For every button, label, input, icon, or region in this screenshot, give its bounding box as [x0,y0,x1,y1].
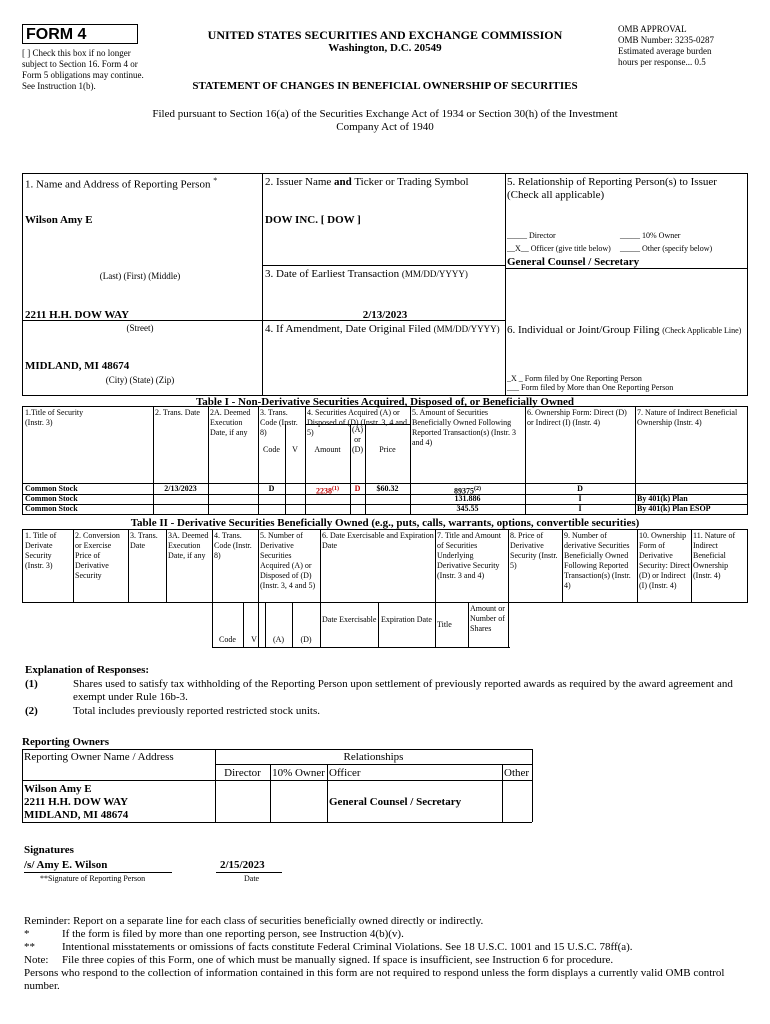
statement-title: STATEMENT OF CHANGES IN BENEFICIAL OWNERSHIP OF SECURITIES [192,80,578,92]
form-title-box [22,24,138,44]
footnote-double-star-mark: ** [24,941,35,953]
t1-row-amount: 2238$^{(1)}$ [316,486,339,496]
city-label: (City) (State) (Zip) [105,375,175,385]
t2-header-underlying: 7. Title and Amount of Securities Underlying Derivative Security (Instr. 3 and 4) [437,531,502,580]
relationship-director: _____ Director [507,231,556,240]
agency-location: Washington, D.C. 20549 [328,42,442,54]
filing-option-one: _X _ Form filed by One Reporting Person [507,374,642,383]
explanation-heading: Explanation of Responses: [25,664,150,676]
t1-row-form: I [578,504,582,513]
signer: /s/ Amy E. Wilson [24,859,108,871]
owners-col-other: Other [504,767,530,779]
signature-label: **Signature of Reporting Person [40,874,146,883]
t1-row-owned: 89375$^{(2)}$ [454,486,481,496]
box2-label: 2. Issuer Name and Ticker or Trading Symbol [265,176,469,188]
owners-col-officer: Officer [329,767,361,779]
t2-header-nature: 11. Nature of Indirect Beneficial Ownership (Instr. 4) [693,531,736,580]
reporting-person-city: MIDLAND, MI 48674 [25,360,130,372]
box5-label: 5. Relationship of Reporting Person(s) to Issuer (Check all applicable) [507,176,717,201]
t1-sub-code: Code [263,445,280,454]
omb-line2: OMB Number: 3235-0287 [618,35,714,45]
t2-header-date: 3. Trans. Date [130,531,158,550]
t1-sub-v: V [292,445,298,454]
t1-sub-ad: (A) or (D) [351,425,364,454]
t1-row-owned: 345.55 [456,504,479,513]
footnote-star: If the form is filed by more than one reporting person, see Instruction 4(b)(v). [62,928,404,940]
reporting-person-name: Wilson Amy E [25,214,93,226]
street-label: (Street) [126,323,154,333]
filing-option-more: ___ Form filed by More than One Reporting Person [507,383,674,392]
t2-header-deemed: 3A. Deemed Execution Date, if any [168,531,209,560]
t1-row-owned: 131.886 [454,494,481,503]
agency-name: UNITED STATES SECURITIES AND EXCHANGE COMMISSION [207,28,563,42]
t1-sub-amount: Amount [314,445,341,454]
t2-header-conversion: 2. Conversion or Exercise Price of Derivative Security [75,531,120,580]
t1-header-date: 2. Trans. Date [155,408,200,417]
t2-sub-code: Code [219,635,236,644]
t1-header-nature: 7. Nature of Indirect Beneficial Ownership (Instr. 4) [637,408,738,427]
earliest-transaction-date: 2/13/2023 [362,309,408,321]
t1-header-title: 1.Title of Security (Instr. 3) [25,408,84,427]
t1-header-deemed: 2A. Deemed Execution Date, if any [210,408,251,437]
t2-header-title: 1. Title of Derivate Security (Instr. 3) [25,531,57,570]
signatures-heading: Signatures [24,844,74,856]
owner-street: 2211 H.H. DOW WAY [24,796,129,808]
relationship-officer: __X__ Officer (give title below) [507,244,611,253]
note: File three copies of this Form, one of which must be manually signed. If space is insufficient, see Instruction 6 for procedure. [62,954,614,966]
t1-header-owned: 5. Amount of Securities Beneficially Owned Following Reported Transaction(s) (Instr. 3 and 4) [412,408,516,447]
owner-city: MIDLAND, MI 48674 [24,809,129,821]
t1-row-title: Common Stock [25,504,78,513]
owners-col-relationships: Relationships [343,751,404,763]
omb-line1: OMB APPROVAL [618,24,687,34]
signature-date: 2/15/2023 [220,859,265,871]
owner-name: Wilson Amy E [24,783,92,795]
omb-line3: Estimated average burden [618,46,712,56]
filed-pursuant: Filed pursuant to Section 16(a) of the Securities Exchange Act of 1934 or Section 30(h) of the Investment Company Act of 1940 [152,108,618,133]
table1-title: Table I - Non-Derivative Securities Acquired, Disposed of, or Beneficially Owned [195,396,575,408]
t2-sub-expiration: Expiration Date [381,615,432,624]
reporting-person-street: 2211 H.H. DOW WAY [25,309,130,321]
note-text: Total includes previously reported restricted stock units. [73,705,320,717]
t2-header-form: 10. Ownership Form of Derivative Security: Direct (D) or Indirect (I) (Instr. 4) [639,531,690,590]
reminder: Reminder: Report on a separate line for each class of securities beneficially owned directly or indirectly. [24,915,484,927]
form-title: FORM 4 [26,26,87,43]
t1-row-title: Common Stock [25,484,78,493]
box6-label: 6. Individual or Joint/Group Filing (Check Applicable Line) [507,324,742,336]
relationship-other: _____ Other (specify below) [620,244,713,253]
table2-title: Table II - Derivative Securities Beneficially Owned (e.g., puts, calls, warrants, options, convertible securities) [130,517,640,529]
omb-line4: hours per response... 0.5 [618,57,706,67]
t2-sub-date-exercisable: Date Exercisable [322,615,377,624]
t1-row-title: Common Stock [25,494,78,503]
t1-header-form: 6. Ownership Form: Direct (D) or Indirect (I) (Instr. 4) [527,408,627,427]
t1-row-nature: By 401(k) Plan ESOP [637,504,711,513]
t1-row-nature: By 401(k) Plan [637,494,688,503]
footnote-star-mark: * [24,928,30,940]
box3-label: 3. Date of Earliest Transaction (MM/DD/YYYY) [265,268,468,280]
t1-header-acquired: 4. Securities Acquired (A) or Disposed of (D) (Instr. 3, 4 and 5) [307,408,407,437]
owner-officer-title: General Counsel / Secretary [329,796,462,808]
t2-sub-v: V [251,635,257,644]
omb-approval [618,24,758,68]
owners-col-name: Reporting Owner Name / Address [24,751,174,763]
box4-label: 4. If Amendment, Date Original Filed (MM/DD/YYYY) [265,323,500,335]
owners-heading: Reporting Owners [22,736,110,748]
date-label: Date [244,874,260,883]
officer-title: General Counsel / Secretary [507,256,640,268]
t1-row-form: D [577,484,583,493]
box1-label: 1. Name and Address of Reporting Person * [25,176,218,191]
persons-notice: Persons who respond to the collection of information contained in this form are not required to respond unless the form displays a currently valid OMB control number. [24,967,725,992]
t1-sub-price: Price [379,445,396,454]
t2-sub-a: (A) [272,635,285,644]
note-number: (2) [25,705,38,717]
t2-header-number: 5. Number of Derivative Securities Acquired (A) or Disposed of (D) (Instr. 3, 4 and 5) [260,531,316,590]
owners-col-director: Director [224,767,261,779]
t2-sub-amount: Amount or Number of Shares [470,604,505,633]
note-text: Shares used to satisfy tax withholding of the Reporting Person upon settlement of previously reported awards as required by the award agreement and exempt under Rule 16b-3. [73,678,733,703]
t2-sub-d: (D) [300,635,312,644]
issuer-name: DOW INC. [ DOW ] [265,214,361,226]
owners-col-10pct: 10% Owner [272,767,325,779]
t2-header-code: 4. Trans. Code (Instr. 8) [214,531,252,560]
note-mark: Note: [24,954,49,966]
note-number: (1) [25,678,38,690]
t1-row-price: $60.32 [376,484,399,493]
t1-row-ad: D [354,484,361,493]
checkbox-note: [ ] Check this box if no longer subject to Section 16. Form 4 or Form 5 obligations may continue. See Instruction 1(b). [22,48,144,91]
footnote-double-star: Intentional misstatements or omissions of facts constitute Federal Criminal Violations. See 18 U.S.C. 1001 and 15 U.S.C. 78ff(a). [62,941,633,953]
t2-header-exercisable: 6. Date Exercisable and Expiration Date [322,531,434,550]
t1-row-code: D [268,484,275,493]
t2-sub-title: Title [437,620,452,629]
name-parts-label: (Last) (First) (Middle) [99,271,181,281]
t2-header-price: 8. Price of Derivative Security (Instr. 5) [510,531,558,570]
t1-header-code: 3. Trans. Code (Instr. 8) [260,408,298,437]
relationship-10pct: _____ 10% Owner [620,231,681,240]
t1-row-date: 2/13/2023 [164,484,197,493]
t2-header-owned: 9. Number of derivative Securities Beneficially Owned Following Reported Transaction(s) (Instr. 4) [564,531,631,590]
t1-row-form: I [578,494,582,503]
